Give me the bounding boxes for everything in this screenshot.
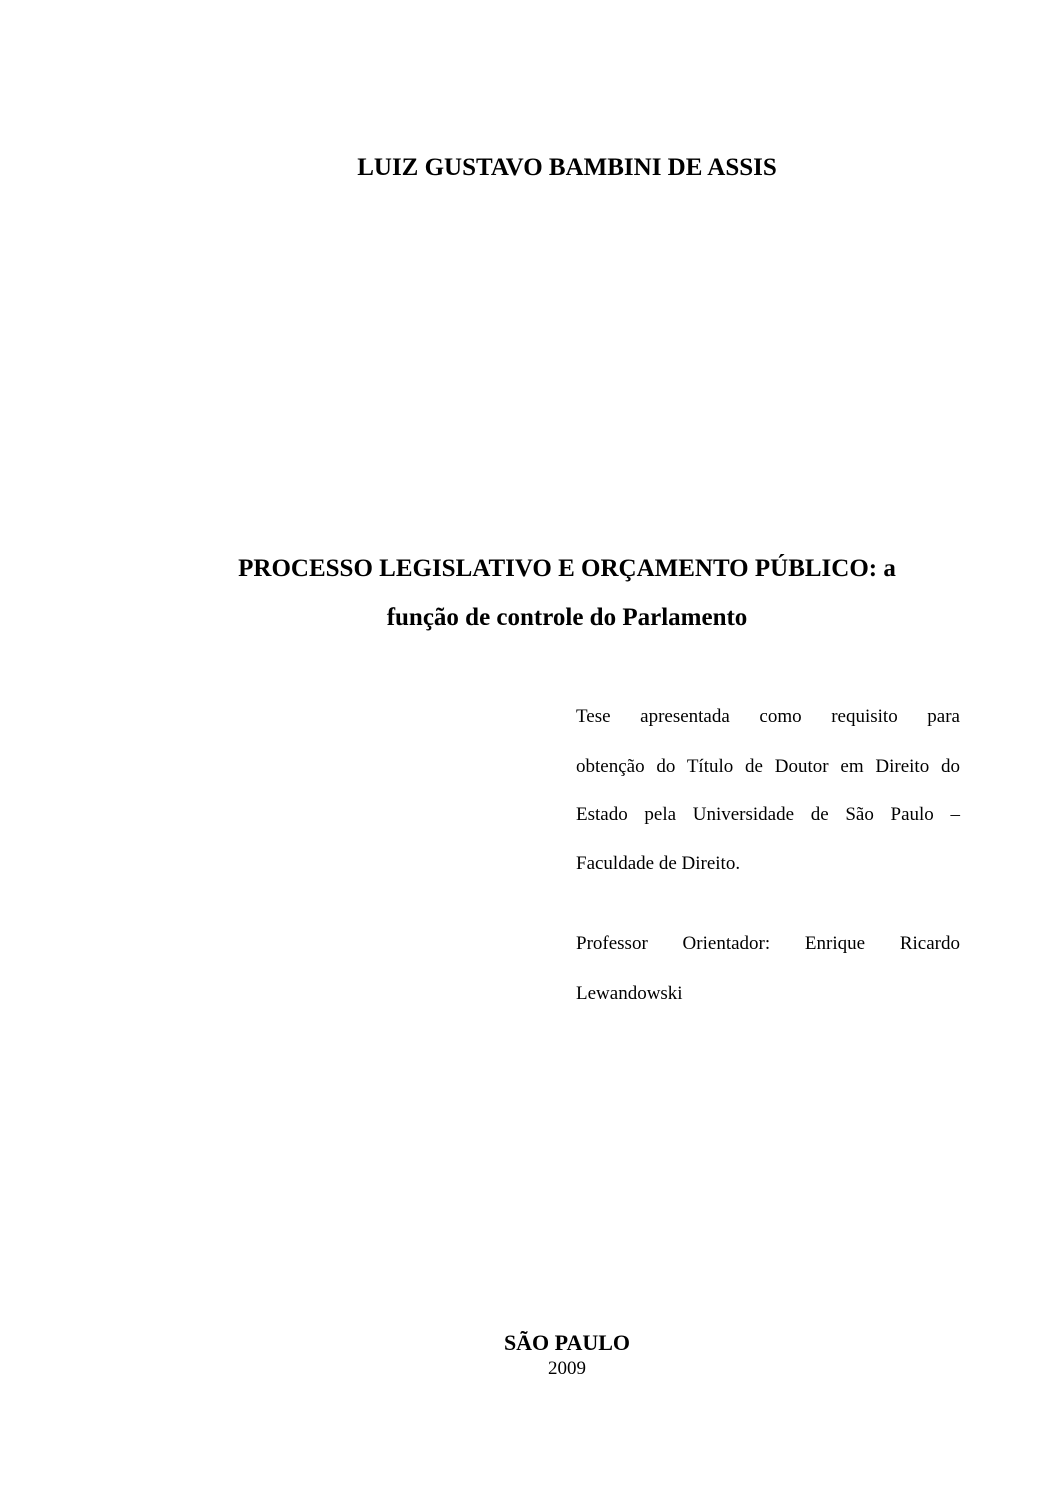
description-line-2: obtenção do Título de Doutor em Direito do <box>576 756 960 777</box>
author-name: LUIZ GUSTAVO BAMBINI DE ASSIS <box>357 154 777 181</box>
advisor-line-1: Professor Orientador: Enrique Ricardo <box>576 933 960 954</box>
publication-year: 2009 <box>548 1358 586 1379</box>
description-line-1: Tese apresentada como requisito para <box>576 706 960 727</box>
advisor-line-2: Lewandowski <box>576 983 683 1004</box>
description-line-4: Faculdade de Direito. <box>576 853 741 874</box>
thesis-title-line-2: função de controle do Parlamento <box>386 604 748 631</box>
description-line-3: Estado pela Universidade de São Paulo – <box>576 804 960 825</box>
thesis-title-line-1: PROCESSO LEGISLATIVO E ORÇAMENTO PÚBLICO: a <box>238 555 896 582</box>
city-name: SÃO PAULO <box>503 1330 631 1355</box>
